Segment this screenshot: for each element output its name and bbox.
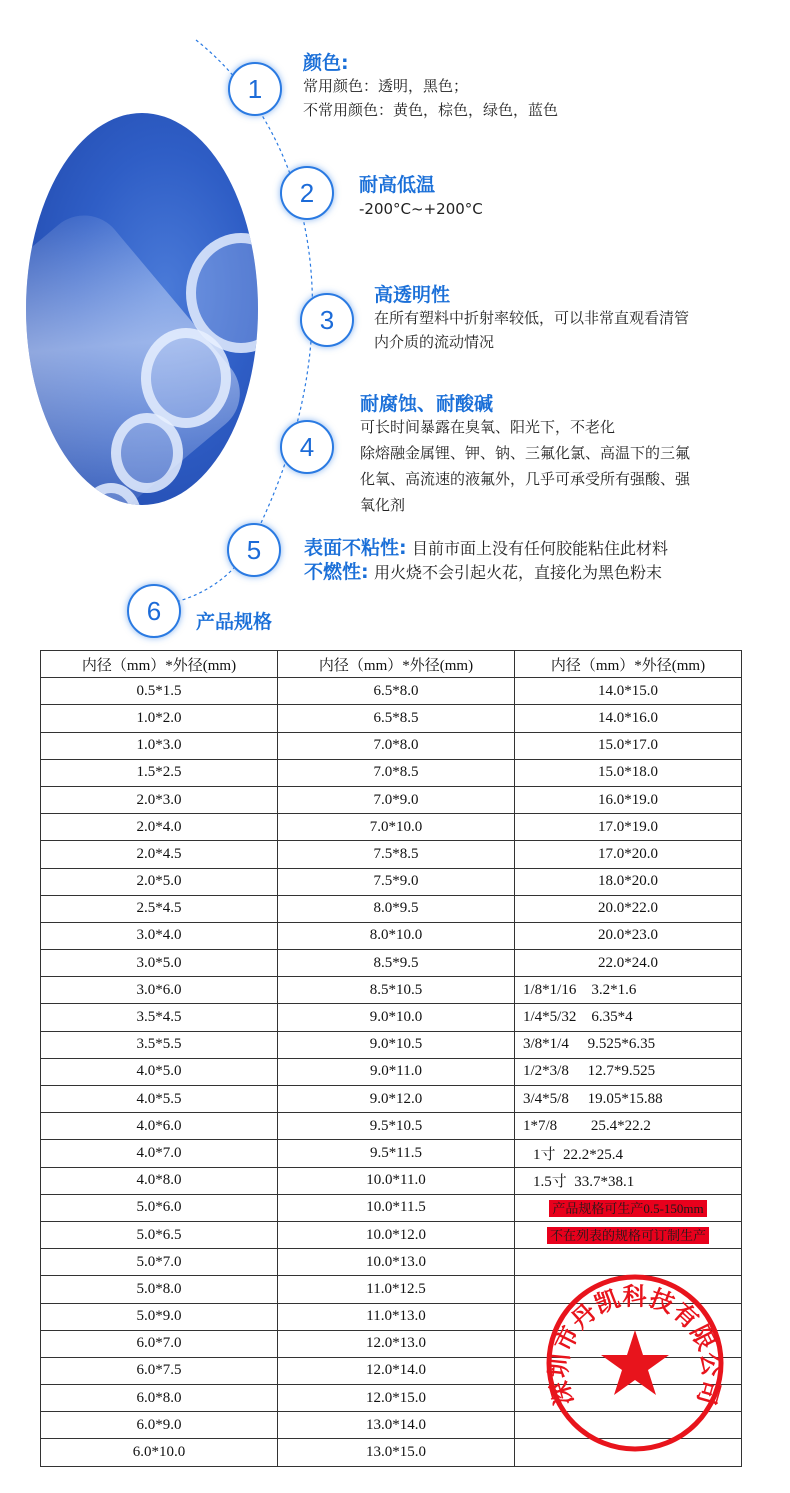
table-cell: 3.5*4.5 bbox=[41, 1004, 278, 1031]
feature-number-3: 3 bbox=[300, 293, 354, 347]
highlight-note: 产品规格可生产0.5-150mm bbox=[549, 1200, 706, 1217]
table-cell: 4.0*7.0 bbox=[41, 1140, 278, 1167]
section-title-specs: 产品规格 bbox=[196, 611, 273, 633]
feature-number-2: 2 bbox=[280, 166, 334, 220]
feature-nonflammable-text: 用火烧不会引起火花，直接化为黑色粉末 bbox=[374, 563, 663, 582]
table-row bbox=[41, 895, 742, 922]
feature-line: 可长时间暴露在臭氧、阳光下，不老化 bbox=[360, 418, 616, 436]
table-row bbox=[41, 868, 742, 895]
table-row bbox=[41, 814, 742, 841]
table-cell: 1寸 22.2*25.4 bbox=[515, 1140, 742, 1167]
table-cell: 12.0*15.0 bbox=[278, 1385, 515, 1412]
table-cell: 15.0*17.0 bbox=[515, 732, 742, 759]
table-row bbox=[41, 977, 742, 1004]
table-cell: 1.5*2.5 bbox=[41, 759, 278, 786]
feature-nonflammable bbox=[304, 557, 662, 584]
table-cell: 2.0*3.0 bbox=[41, 786, 278, 813]
table-cell: 22.0*24.0 bbox=[515, 950, 742, 977]
table-cell: 4.0*5.0 bbox=[41, 1058, 278, 1085]
feature-line: -200°C~+200°C bbox=[359, 200, 483, 218]
table-cell: 2.0*5.0 bbox=[41, 868, 278, 895]
table-row bbox=[41, 1140, 742, 1167]
table-cell: 13.0*14.0 bbox=[278, 1412, 515, 1439]
table-row bbox=[41, 705, 742, 732]
table-cell: 6.5*8.5 bbox=[278, 705, 515, 732]
table-cell: 6.0*9.0 bbox=[41, 1412, 278, 1439]
table-cell: 6.0*8.0 bbox=[41, 1385, 278, 1412]
table-cell: 8.5*9.5 bbox=[278, 950, 515, 977]
table-cell: 17.0*19.0 bbox=[515, 814, 742, 841]
table-cell: 1*7/8 25.4*22.2 bbox=[515, 1113, 742, 1140]
feature-line: 内介质的流动情况 bbox=[374, 333, 495, 351]
table-cell: 6.0*7.0 bbox=[41, 1330, 278, 1357]
table-cell: 18.0*20.0 bbox=[515, 868, 742, 895]
table-cell: 7.0*10.0 bbox=[278, 814, 515, 841]
table-row bbox=[41, 1194, 742, 1221]
feature-line: 氧化剂 bbox=[360, 496, 406, 514]
table-cell: 9.5*10.5 bbox=[278, 1113, 515, 1140]
table-cell: 3.0*5.0 bbox=[41, 950, 278, 977]
table-row bbox=[41, 678, 742, 705]
table-cell: 5.0*7.0 bbox=[41, 1249, 278, 1276]
table-cell: 14.0*15.0 bbox=[515, 678, 742, 705]
feature-nonstick-label: 表面不粘性: bbox=[304, 537, 407, 559]
feature-text-transparency bbox=[374, 306, 689, 354]
table-cell: 7.0*9.0 bbox=[278, 786, 515, 813]
table-row bbox=[41, 1004, 742, 1031]
table-cell: 1/8*1/16 3.2*1.6 bbox=[515, 977, 742, 1004]
table-cell: 6.0*7.5 bbox=[41, 1357, 278, 1384]
table-cell: 6.0*10.0 bbox=[41, 1439, 278, 1466]
feature-line: 化氧、高流速的液氟外，几乎可承受所有强酸、强 bbox=[360, 470, 691, 488]
table-cell: 16.0*19.0 bbox=[515, 786, 742, 813]
feature-line: 常用颜色：透明，黑色； bbox=[303, 77, 469, 95]
table-cell: 3.0*4.0 bbox=[41, 922, 278, 949]
table-cell: 10.0*11.0 bbox=[278, 1167, 515, 1194]
feature-number-5: 5 bbox=[227, 523, 281, 577]
table-cell: 2.0*4.0 bbox=[41, 814, 278, 841]
table-cell: 9.0*10.5 bbox=[278, 1031, 515, 1058]
table-cell: 3.5*5.5 bbox=[41, 1031, 278, 1058]
table-cell: 10.0*12.0 bbox=[278, 1221, 515, 1248]
table-cell: 13.0*15.0 bbox=[278, 1439, 515, 1466]
table-row bbox=[41, 759, 742, 786]
table-cell: 12.0*13.0 bbox=[278, 1330, 515, 1357]
feature-number-6: 6 bbox=[127, 584, 181, 638]
table-cell: 7.0*8.5 bbox=[278, 759, 515, 786]
table-cell: 10.0*13.0 bbox=[278, 1249, 515, 1276]
table-cell: 3/4*5/8 19.05*15.88 bbox=[515, 1086, 742, 1113]
feature-line: 除熔融金属锂、钾、钠、三氟化氯、高温下的三氟 bbox=[360, 444, 691, 462]
table-cell: 8.0*10.0 bbox=[278, 922, 515, 949]
table-row bbox=[41, 841, 742, 868]
table-cell: 8.0*9.5 bbox=[278, 895, 515, 922]
table-cell: 9.0*11.0 bbox=[278, 1058, 515, 1085]
table-cell bbox=[515, 1221, 742, 1248]
table-row bbox=[41, 1221, 742, 1248]
table-cell: 1.5寸 33.7*38.1 bbox=[515, 1167, 742, 1194]
table-cell: 2.0*4.5 bbox=[41, 841, 278, 868]
feature-title-temperature: 耐高低温 bbox=[359, 174, 436, 196]
table-cell: 17.0*20.0 bbox=[515, 841, 742, 868]
feature-nonflammable-label: 不燃性: bbox=[304, 561, 369, 583]
feature-title-corrosion: 耐腐蚀、耐酸碱 bbox=[360, 393, 494, 415]
feature-text-temperature bbox=[359, 197, 483, 221]
table-cell: 3/8*1/4 9.525*6.35 bbox=[515, 1031, 742, 1058]
feature-text-corrosion bbox=[360, 414, 690, 518]
table-cell: 5.0*8.0 bbox=[41, 1276, 278, 1303]
table-row bbox=[41, 950, 742, 977]
table-cell: 4.0*6.0 bbox=[41, 1113, 278, 1140]
company-seal bbox=[540, 1268, 730, 1458]
table-header-row bbox=[41, 651, 742, 678]
table-cell: 7.5*9.0 bbox=[278, 868, 515, 895]
table-header: 内径（mm）*外径(mm) bbox=[278, 651, 515, 678]
feature-title-color: 颜色: bbox=[303, 52, 349, 74]
table-cell: 10.0*11.5 bbox=[278, 1194, 515, 1221]
table-cell: 6.5*8.0 bbox=[278, 678, 515, 705]
table-row bbox=[41, 732, 742, 759]
table-cell: 20.0*22.0 bbox=[515, 895, 742, 922]
svg-text:深圳市丹凯科技有限公司: 深圳市丹凯科技有限公司 bbox=[544, 1282, 726, 1409]
table-cell: 7.5*8.5 bbox=[278, 841, 515, 868]
feature-line: 在所有塑料中折射率较低，可以非常直观看清管 bbox=[374, 309, 690, 327]
feature-number-4: 4 bbox=[280, 420, 334, 474]
table-cell bbox=[515, 1194, 742, 1221]
table-cell: 15.0*18.0 bbox=[515, 759, 742, 786]
table-cell: 8.5*10.5 bbox=[278, 977, 515, 1004]
table-cell: 9.5*11.5 bbox=[278, 1140, 515, 1167]
table-cell: 2.5*4.5 bbox=[41, 895, 278, 922]
table-row bbox=[41, 786, 742, 813]
table-cell: 11.0*12.5 bbox=[278, 1276, 515, 1303]
table-row bbox=[41, 1086, 742, 1113]
table-cell: 1/2*3/8 12.7*9.525 bbox=[515, 1058, 742, 1085]
feature-line: 不常用颜色：黄色，棕色，绿色，蓝色 bbox=[303, 101, 559, 119]
table-cell: 7.0*8.0 bbox=[278, 732, 515, 759]
table-cell: 1.0*2.0 bbox=[41, 705, 278, 732]
table-cell: 11.0*13.0 bbox=[278, 1303, 515, 1330]
table-cell: 5.0*6.5 bbox=[41, 1221, 278, 1248]
table-row bbox=[41, 922, 742, 949]
table-cell: 20.0*23.0 bbox=[515, 922, 742, 949]
table-cell: 12.0*14.0 bbox=[278, 1357, 515, 1384]
feature-title-transparency: 高透明性 bbox=[374, 284, 451, 306]
table-cell: 3.0*6.0 bbox=[41, 977, 278, 1004]
table-row bbox=[41, 1167, 742, 1194]
table-cell: 9.0*12.0 bbox=[278, 1086, 515, 1113]
table-cell: 5.0*6.0 bbox=[41, 1194, 278, 1221]
table-cell: 1/4*5/32 6.35*4 bbox=[515, 1004, 742, 1031]
table-cell: 4.0*8.0 bbox=[41, 1167, 278, 1194]
feature-number-1: 1 bbox=[228, 62, 282, 116]
table-cell: 1.0*3.0 bbox=[41, 732, 278, 759]
table-header: 内径（mm）*外径(mm) bbox=[515, 651, 742, 678]
feature-nonstick-text: 目前市面上没有任何胶能粘住此材料 bbox=[412, 539, 669, 558]
table-cell: 5.0*9.0 bbox=[41, 1303, 278, 1330]
table-cell: 0.5*1.5 bbox=[41, 678, 278, 705]
table-row bbox=[41, 1113, 742, 1140]
table-cell: 9.0*10.0 bbox=[278, 1004, 515, 1031]
highlight-note: 不在列表的规格可订制生产 bbox=[547, 1227, 709, 1244]
table-row bbox=[41, 1031, 742, 1058]
table-cell: 4.0*5.5 bbox=[41, 1086, 278, 1113]
feature-nonstick bbox=[304, 533, 668, 560]
table-header: 内径（mm）*外径(mm) bbox=[41, 651, 278, 678]
table-row bbox=[41, 1058, 742, 1085]
feature-text-color bbox=[303, 74, 558, 122]
table-cell: 14.0*16.0 bbox=[515, 705, 742, 732]
